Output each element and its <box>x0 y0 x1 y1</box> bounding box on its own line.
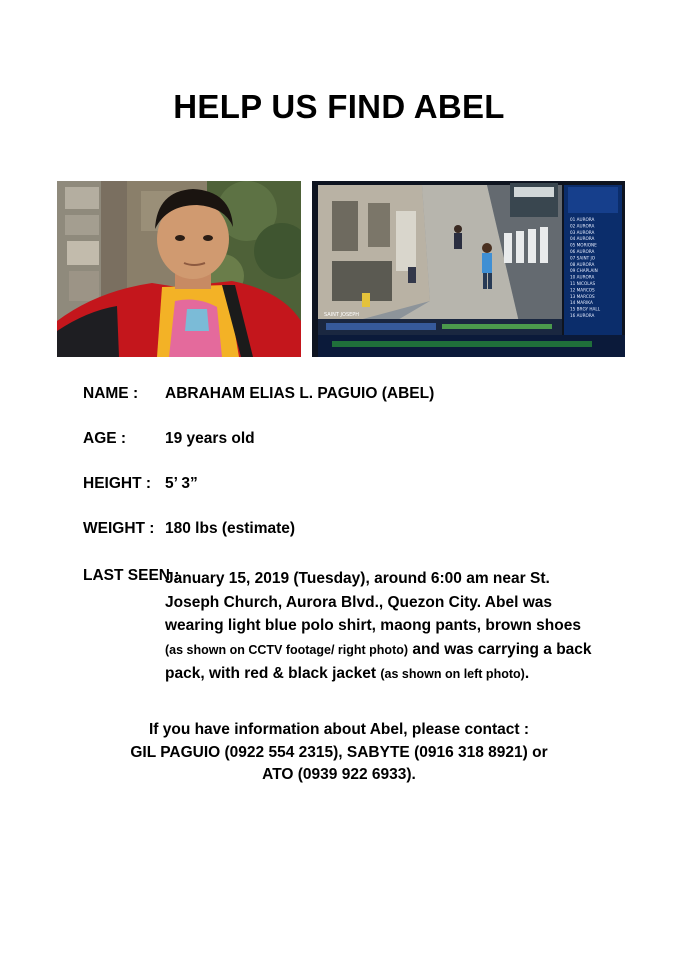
cctv-camera-item: 06 AURORA <box>570 249 595 254</box>
cctv-camera-item: 14 MARIKA <box>570 300 593 306</box>
missing-person-photo <box>57 181 301 357</box>
portrait-illustration <box>57 181 301 357</box>
contact-line-1: If you have information about Abel, please contact : <box>148 721 530 738</box>
cctv-camera-item: 03 AURORA <box>570 229 595 235</box>
contact-line-3: ATO (0939 922 6933). <box>262 766 416 783</box>
cctv-camera-item: 12 MARCOS <box>570 287 595 293</box>
field-age-value: 19 years old <box>165 430 255 447</box>
last-seen-text-3: . <box>524 665 530 682</box>
cctv-camera-item: 07 SAINT JO <box>570 255 596 261</box>
last-seen-label: LAST SEEN : <box>83 567 180 584</box>
last-seen-text-1: January 15, 2019 (Tuesday), around 6:00 am near St. Joseph Church, Aurora Blvd., Quezon City. Abel was wearing light blue polo shirt, maong pants, brown shoes <box>165 570 581 634</box>
cctv-camera-item: 10 AURORA <box>570 274 595 280</box>
last-seen-note-1: (as shown on CCTV footage/ right photo) <box>165 642 409 657</box>
cctv-illustration <box>312 181 625 357</box>
field-name-label: NAME : <box>83 385 139 402</box>
cctv-camera-item: 05 MORIONE <box>570 242 597 248</box>
cctv-camera-item: 09 CHAPLAIN <box>570 268 598 274</box>
field-height-value: 5’ 3” <box>165 475 198 492</box>
field-age-row <box>83 430 255 448</box>
poster-title: HELP US FIND ABEL <box>173 88 505 125</box>
cctv-location-label: SAINT JOSEPH <box>324 312 360 318</box>
field-weight-label: WEIGHT : <box>83 520 155 537</box>
field-name-row <box>83 385 435 403</box>
cctv-camera-item: 01 AURORA <box>570 217 595 222</box>
field-age-label: AGE : <box>83 430 127 447</box>
field-name-value: ABRAHAM ELIAS L. PAGUIO (ABEL) <box>165 385 435 402</box>
field-weight-value: 180 lbs (estimate) <box>165 520 296 537</box>
cctv-camera-item: 13 MARCOS <box>570 293 595 299</box>
cctv-camera-item: 15 BRGY HALL <box>570 306 601 312</box>
cctv-camera-item: 04 AURORA <box>570 236 595 242</box>
cctv-footage-photo <box>312 181 625 357</box>
field-weight-row <box>83 520 296 538</box>
contact-line-2: GIL PAGUIO (0922 554 2315), SABYTE (0916 318 8921) or <box>130 743 548 761</box>
last-seen-description <box>165 567 595 687</box>
cctv-camera-item: 16 AURORA <box>570 313 595 318</box>
cctv-camera-item: 08 AURORA <box>570 261 595 267</box>
field-height-row <box>83 475 198 493</box>
cctv-camera-item: 02 AURORA <box>570 223 595 229</box>
field-height-label: HEIGHT : <box>83 475 152 492</box>
last-seen-note-2: (as shown on left photo) <box>380 667 525 681</box>
cctv-camera-item: 11 NICOLAS <box>570 281 596 286</box>
contact-block <box>0 719 678 787</box>
last-seen-text-2: and was carrying a back pack, with red & black jacket <box>165 640 592 682</box>
